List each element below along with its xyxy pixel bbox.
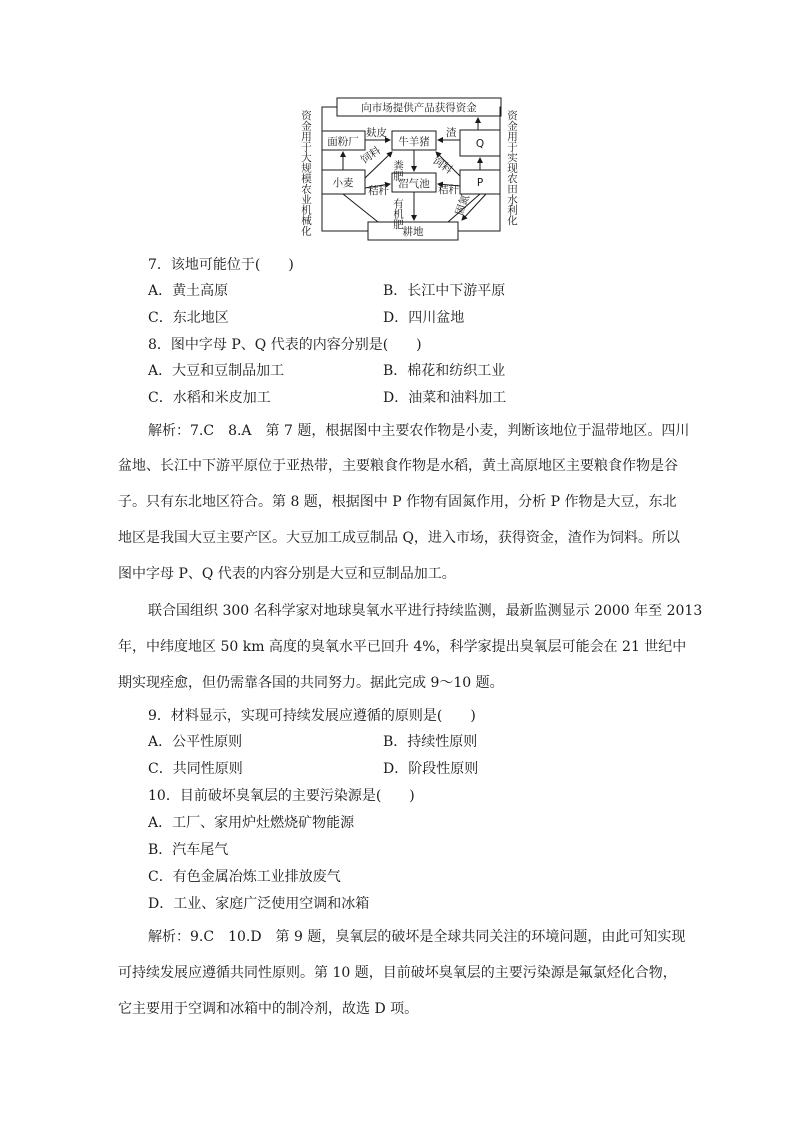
q10-option-b: B．汽车尾气 <box>148 842 229 858</box>
label-siliao-left: 饲料 <box>358 144 383 167</box>
q10-option-c: C．有色金属冶炼工业排放废气 <box>148 869 341 885</box>
q9-stem: 9．材料显示，实现可持续发展应遵循的原则是( ) <box>148 708 476 724</box>
analysis1-line: 地区是我国大豆主要产区。大豆加工成豆制品 Q，进入市场，获得资金，渣作为饲料。所以 <box>118 530 680 546</box>
right-side-label: 资金用于实现农田水利化 <box>506 110 518 226</box>
biogas-label: 沼气池 <box>398 178 430 190</box>
analysis1-line: 解析：7.C 8.A 第 7 题，根据图中主要农作物是小麦，判断该地位于温带地区。四川 <box>148 423 690 439</box>
label-jiegan-right: 秸秆 <box>438 184 459 196</box>
label-zha: 渣 <box>446 127 457 139</box>
q9-option-a: A．公平性原则 <box>148 734 243 750</box>
agriculture-flow-diagram <box>0 0 794 250</box>
q-label: Q <box>475 138 485 150</box>
q8-option-b: B．棉花和纺织工业 <box>383 363 506 379</box>
p-label: P <box>476 177 484 189</box>
q7-option-a: A．黄土高原 <box>148 283 229 299</box>
analysis1-line: 子。只有东北地区符合。第 8 题，根据图中 P 作物有固氮作用，分析 P 作物是大豆，东北 <box>118 494 677 510</box>
q8-option-a: A．大豆和豆制品加工 <box>148 363 285 379</box>
label-youjifei: 有机肥 <box>392 198 404 230</box>
q7-option-d: D．四川盆地 <box>383 310 465 326</box>
q8-option-c: C．水稻和米皮加工 <box>148 390 271 406</box>
q7-stem: 7．该地可能位于( ) <box>148 257 294 273</box>
analysis2-line: 它主要用于空调和冰箱中的制冷剂，故选 D 项。 <box>118 1001 419 1017</box>
q9-option-b: B．持续性原则 <box>383 734 478 750</box>
q10-stem: 10．目前破坏臭氧层的主要污染源是( ) <box>148 788 415 804</box>
q7-option-c: C．东北地区 <box>148 310 229 326</box>
label-jiegan-left: 秸秆 <box>368 185 389 197</box>
label-siliao-right: 饲料 <box>430 154 455 177</box>
q10-option-d: D．工业、家庭广泛使用空调和冰箱 <box>148 896 370 912</box>
q9-option-c: C．共同性原则 <box>148 761 243 777</box>
q9-option-d: D．阶段性原则 <box>383 761 479 777</box>
analysis1-line: 盆地、长江中下游平原位于亚热带，主要粮食作物是水稻，黄土高原地区主要粮食作物是谷 <box>118 458 678 474</box>
farmland-label: 耕地 <box>402 226 424 238</box>
top-box-label: 向市场提供产品获得资金 <box>361 102 477 114</box>
material-line: 年，中纬度地区 50 km 高度的臭氧水平已回升 4%，科学家提出臭氧层可能会在 21 世纪中 <box>118 639 687 655</box>
wheat-label: 小麦 <box>332 177 354 189</box>
analysis2-line: 可持续发展应遵循共同性原则。第 10 题，目前破坏臭氧层的主要污染源是氟氯烃化合物， <box>118 965 677 981</box>
analysis2-line: 解析：9.C 10.D 第 9 题，臭氧层的破坏是全球共同关注的环境问题，由此可知实现 <box>148 929 686 945</box>
material-line: 期实现痊愈，但仍需靠各国的共同努力。据此完成 9～10 题。 <box>118 675 504 691</box>
diagram-svg <box>0 0 794 250</box>
left-side-label: 资金用于大规模农业机械化 <box>300 110 312 236</box>
q10-option-a: A．工厂、家用炉灶燃烧矿物能源 <box>148 815 355 831</box>
label-gudan: 固氮 <box>453 193 473 218</box>
analysis1-line: 图中字母 P、Q 代表的内容分别是大豆和豆制品加工。 <box>118 566 456 582</box>
material-line: 联合国组织 300 名科学家对地球臭氧水平进行持续监测，最新监测显示 2000 年至 2013 <box>148 603 703 619</box>
q8-option-d: D．油菜和油料加工 <box>383 390 507 406</box>
label-fenfei: 粪肥 <box>392 160 404 181</box>
livestock-label: 牛羊猪 <box>398 136 430 148</box>
q8-stem: 8．图中字母 P、Q 代表的内容分别是( ) <box>148 337 422 353</box>
label-fupi: 麸皮 <box>366 127 387 139</box>
q7-option-b: B．长江中下游平原 <box>383 283 506 299</box>
mill-label: 面粉厂 <box>327 136 359 148</box>
